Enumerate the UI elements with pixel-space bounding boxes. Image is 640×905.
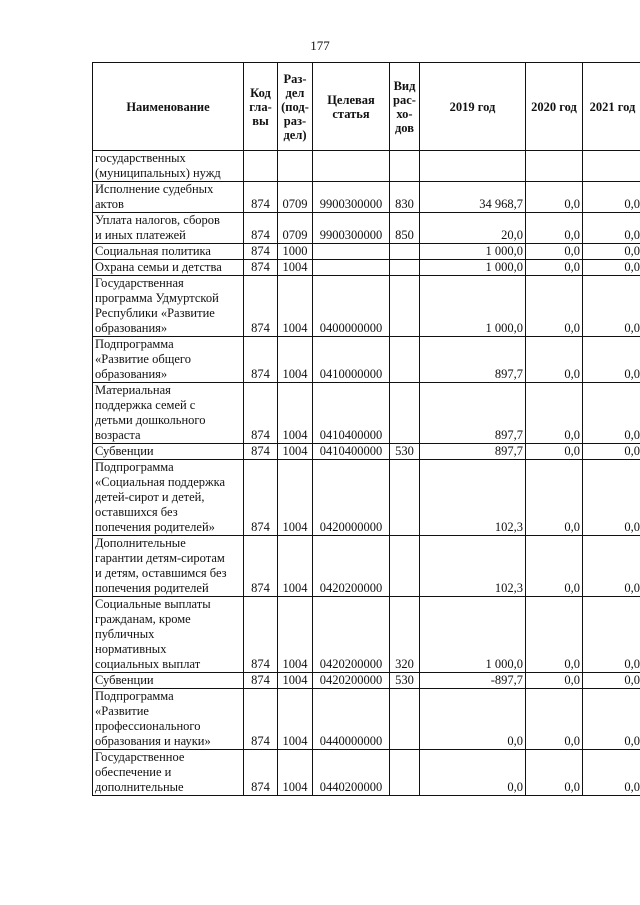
table-cell-2020: 0,0: [526, 213, 583, 244]
table-cell-kod: 874: [244, 182, 278, 213]
table-cell-vid: 850: [390, 213, 420, 244]
table-cell-2019: 0,0: [420, 750, 526, 796]
table-cell-name: Подпрограмма «Социальная поддержка детей-сирот и детей, оставшихся без попечения родителей»: [93, 460, 244, 536]
table-cell-2019: 0,0: [420, 689, 526, 750]
table-cell-name: Дополнительные гарантии детям-сиротам и детям, оставшимся без попечения родителей: [93, 536, 244, 597]
table-cell-2020: 0,0: [526, 689, 583, 750]
header-razdel: Раз- дел (под- раз- дел): [278, 63, 313, 151]
table-cell-razdel: 1000: [278, 244, 313, 260]
table-cell-razdel: 1004: [278, 689, 313, 750]
table-cell-vid: 830: [390, 182, 420, 213]
table-cell-2021: 0,0: [583, 260, 640, 276]
table-cell-2020: 0,0: [526, 750, 583, 796]
table-row: [93, 444, 640, 460]
table-cell-razdel: [278, 151, 313, 182]
table-cell-2019: 102,3: [420, 536, 526, 597]
table-cell-kod: 874: [244, 213, 278, 244]
table-cell-2019: 1 000,0: [420, 260, 526, 276]
table-cell-name: Субвенции: [93, 673, 244, 689]
table-row: [93, 151, 640, 182]
table-cell-kod: 874: [244, 244, 278, 260]
table-cell-2019: 1 000,0: [420, 244, 526, 260]
table-cell-celevaya: [313, 260, 390, 276]
table-cell-kod: [244, 151, 278, 182]
table-cell-razdel: 1004: [278, 750, 313, 796]
table-cell-kod: 874: [244, 673, 278, 689]
header-vid: Вид рас- хо- дов: [390, 63, 420, 151]
table-cell-name: Исполнение судебных актов: [93, 182, 244, 213]
table-cell-2019: 102,3: [420, 460, 526, 536]
table-cell-vid: 530: [390, 673, 420, 689]
table-row: [93, 244, 640, 260]
table-cell-vid: [390, 276, 420, 337]
table-cell-celevaya: 0410400000: [313, 444, 390, 460]
table-cell-2021: 0,0: [583, 182, 640, 213]
table-cell-vid: [390, 460, 420, 536]
table-cell-celevaya: 0440200000: [313, 750, 390, 796]
table-cell-name: Подпрограмма «Развитие профессионального образования и науки»: [93, 689, 244, 750]
table-cell-2021: 0,0: [583, 213, 640, 244]
table-cell-celevaya: 9900300000: [313, 182, 390, 213]
table-cell-vid: [390, 151, 420, 182]
table-cell-celevaya: 9900300000: [313, 213, 390, 244]
table-cell-2019: 897,7: [420, 444, 526, 460]
table-cell-celevaya: 0420200000: [313, 536, 390, 597]
table-cell-razdel: 1004: [278, 383, 313, 444]
table-cell-2021: 0,0: [583, 444, 640, 460]
table-row: [93, 260, 640, 276]
table-cell-kod: 874: [244, 460, 278, 536]
header-2020: 2020 год: [526, 63, 583, 151]
table-cell-vid: [390, 383, 420, 444]
table-cell-vid: [390, 750, 420, 796]
header-celevaya: Целевая статья: [313, 63, 390, 151]
page-number: 177: [310, 38, 330, 53]
table-cell-name: Подпрограмма «Развитие общего образования»: [93, 337, 244, 383]
table-cell-razdel: 1004: [278, 276, 313, 337]
table-cell-2021: 0,0: [583, 597, 640, 673]
table-cell-razdel: 0709: [278, 182, 313, 213]
table-cell-2021: 0,0: [583, 536, 640, 597]
table-cell-2019: 1 000,0: [420, 597, 526, 673]
table-cell-2020: 0,0: [526, 260, 583, 276]
table-cell-kod: 874: [244, 337, 278, 383]
table-cell-2019: -897,7: [420, 673, 526, 689]
table-cell-2021: 0,0: [583, 673, 640, 689]
table-cell-celevaya: 0420200000: [313, 597, 390, 673]
table-cell-2021: 0,0: [583, 460, 640, 536]
table-cell-name: Социальные выплаты гражданам, кроме публичных нормативных социальных выплат: [93, 597, 244, 673]
table-cell-2019: 20,0: [420, 213, 526, 244]
table-cell-name: Социальная политика: [93, 244, 244, 260]
table-cell-2020: 0,0: [526, 244, 583, 260]
table-row: [93, 689, 640, 750]
table-cell-2019: 1 000,0: [420, 276, 526, 337]
table-row: [93, 337, 640, 383]
budget-table: [92, 62, 640, 796]
table-cell-2019: 897,7: [420, 383, 526, 444]
table-cell-2020: 0,0: [526, 460, 583, 536]
table-cell-razdel: 1004: [278, 673, 313, 689]
table-cell-name: государственных (муниципальных) нужд: [93, 151, 244, 182]
table-cell-celevaya: 0420200000: [313, 673, 390, 689]
table-cell-2021: 0,0: [583, 383, 640, 444]
table-cell-celevaya: 0410400000: [313, 383, 390, 444]
table-cell-vid: [390, 244, 420, 260]
table-cell-razdel: 1004: [278, 597, 313, 673]
header-2021: 2021 год: [583, 63, 640, 151]
table-cell-2019: 897,7: [420, 337, 526, 383]
table-cell-2020: 0,0: [526, 597, 583, 673]
table-row: [93, 673, 640, 689]
table-cell-2020: 0,0: [526, 444, 583, 460]
table-cell-2020: 0,0: [526, 536, 583, 597]
table-cell-name: Государственная программа Удмуртской Республики «Развитие образования»: [93, 276, 244, 337]
table-cell-vid: [390, 536, 420, 597]
table-cell-2021: [583, 151, 640, 182]
table-cell-razdel: 1004: [278, 444, 313, 460]
table-row: [93, 182, 640, 213]
table-cell-2021: 0,0: [583, 689, 640, 750]
table-cell-2020: [526, 151, 583, 182]
header-name: Наименование: [93, 63, 244, 151]
table-row: [93, 213, 640, 244]
table-cell-2020: 0,0: [526, 383, 583, 444]
table-cell-name: Государственное обеспечение и дополнительные: [93, 750, 244, 796]
table-cell-kod: 874: [244, 276, 278, 337]
table-cell-vid: 530: [390, 444, 420, 460]
table-cell-kod: 874: [244, 597, 278, 673]
table-cell-2020: 0,0: [526, 276, 583, 337]
table-cell-celevaya: 0440000000: [313, 689, 390, 750]
table-cell-2021: 0,0: [583, 276, 640, 337]
table-cell-2020: 0,0: [526, 337, 583, 383]
table-cell-2021: 0,0: [583, 337, 640, 383]
table-cell-2019: 34 968,7: [420, 182, 526, 213]
table-cell-kod: 874: [244, 260, 278, 276]
table-row: [93, 460, 640, 536]
table-cell-kod: 874: [244, 750, 278, 796]
table-cell-vid: [390, 260, 420, 276]
table-cell-vid: 320: [390, 597, 420, 673]
table-cell-razdel: 1004: [278, 337, 313, 383]
table-cell-celevaya: 0400000000: [313, 276, 390, 337]
table-cell-celevaya: [313, 244, 390, 260]
table-cell-kod: 874: [244, 444, 278, 460]
header-kod: Код гла- вы: [244, 63, 278, 151]
table-cell-razdel: 1004: [278, 536, 313, 597]
table-cell-2021: 0,0: [583, 244, 640, 260]
table-cell-2019: [420, 151, 526, 182]
header-row: [93, 63, 640, 151]
table-cell-kod: 874: [244, 689, 278, 750]
table-cell-celevaya: 0410000000: [313, 337, 390, 383]
table-cell-razdel: 0709: [278, 213, 313, 244]
table-cell-name: Материальная поддержка семей с детьми дошкольного возраста: [93, 383, 244, 444]
table-cell-celevaya: 0420000000: [313, 460, 390, 536]
table-row: [93, 383, 640, 444]
table-cell-vid: [390, 337, 420, 383]
table-cell-celevaya: [313, 151, 390, 182]
table-cell-vid: [390, 689, 420, 750]
table-cell-razdel: 1004: [278, 460, 313, 536]
table-cell-2021: 0,0: [583, 750, 640, 796]
table-row: [93, 597, 640, 673]
table-cell-kod: 874: [244, 536, 278, 597]
table-cell-2020: 0,0: [526, 182, 583, 213]
table-row: [93, 750, 640, 796]
table-row: [93, 276, 640, 337]
table-cell-name: Уплата налогов, сборов и иных платежей: [93, 213, 244, 244]
table-cell-name: Охрана семьи и детства: [93, 260, 244, 276]
header-2019: 2019 год: [420, 63, 526, 151]
table-cell-name: Субвенции: [93, 444, 244, 460]
table-cell-2020: 0,0: [526, 673, 583, 689]
table-cell-razdel: 1004: [278, 260, 313, 276]
table-row: [93, 536, 640, 597]
table-cell-kod: 874: [244, 383, 278, 444]
